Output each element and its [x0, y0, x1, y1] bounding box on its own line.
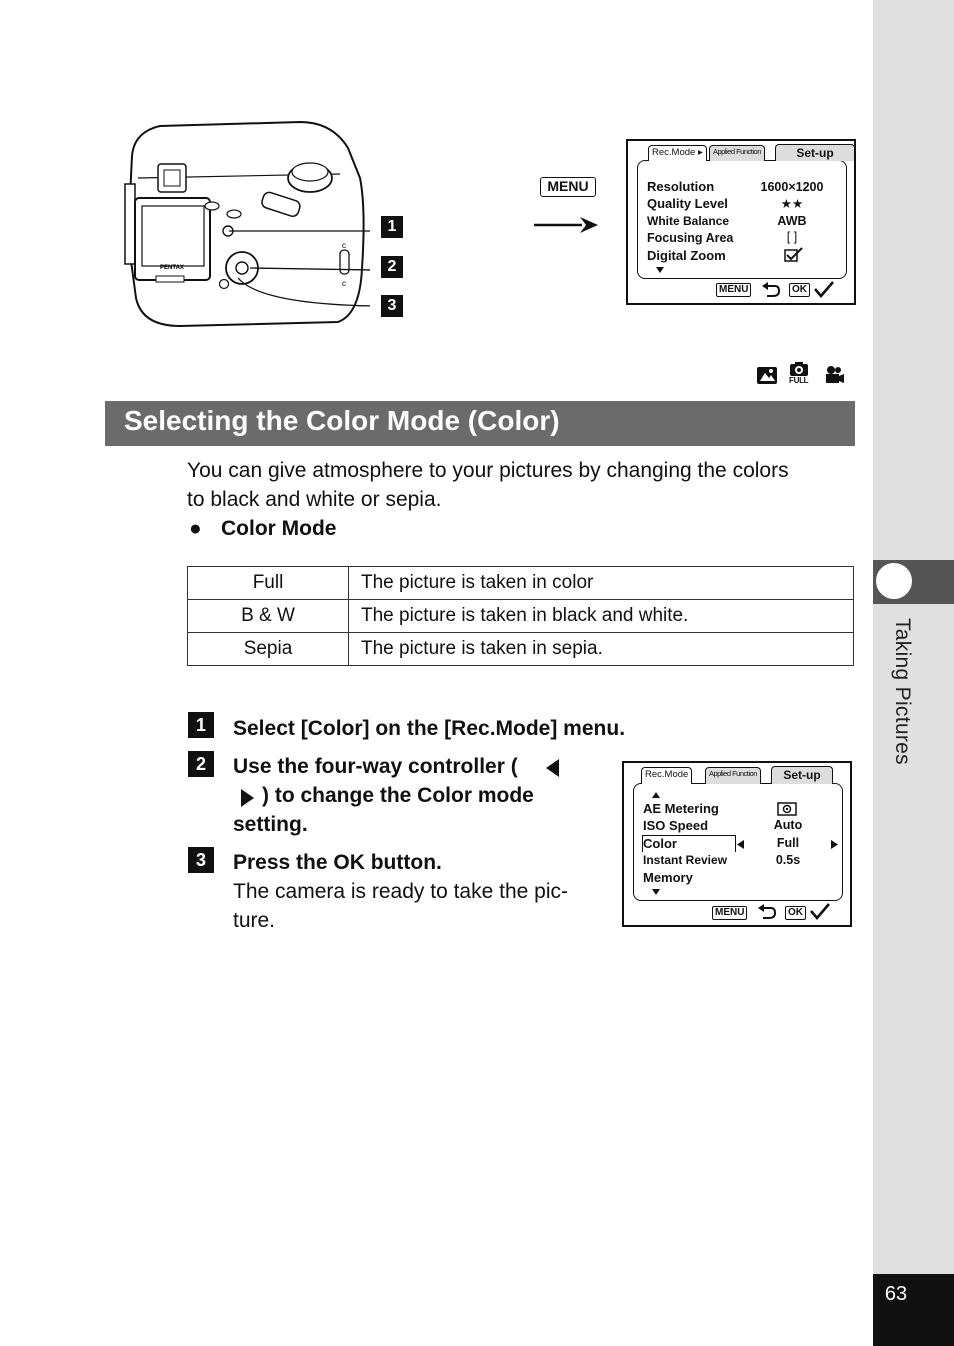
table-cell-mode: Sepia: [188, 633, 349, 666]
lcd-tab-rec-mode: Rec.Mode: [641, 767, 692, 784]
lcd-row-value: Auto: [773, 818, 803, 832]
table-cell-mode: B & W: [188, 600, 349, 633]
lcd-row-label: Quality Level: [647, 196, 728, 211]
menu-key: MENU: [540, 177, 596, 197]
page-title: Selecting the Color Mode (Color): [124, 405, 560, 436]
camera-brand: PENTAX: [160, 265, 184, 271]
step-number-2: 2: [188, 751, 214, 777]
return-icon: [757, 903, 777, 919]
step-2-text-line-2: ) to change the Color mode: [262, 784, 534, 807]
lcd-row-label: Resolution: [647, 179, 715, 194]
lcd-menu-key: MENU: [716, 283, 751, 297]
lcd-menu-key: MENU: [712, 906, 747, 920]
color-mode-heading: Color Mode: [221, 517, 337, 540]
color-mode-table: [187, 566, 854, 666]
lcd-row-value-selected: Full: [776, 836, 800, 850]
step-2-text-line-3: setting.: [233, 813, 308, 836]
step-number-3: 3: [188, 847, 214, 873]
table-row: [188, 567, 854, 600]
scene-mode-icon: [756, 364, 778, 386]
svg-text:c: c: [342, 241, 346, 250]
full-auto-label: FULL: [789, 376, 809, 385]
lcd-tab-setup: Set-up: [775, 144, 855, 161]
table-cell-description: The picture is taken in black and white.: [349, 600, 854, 633]
bullet-icon: ●: [189, 517, 202, 540]
table-cell-description: The picture is taken in color: [349, 567, 854, 600]
step-3-note-line-2: ture.: [233, 909, 276, 932]
return-icon: [761, 281, 781, 297]
lcd-row-value: 0.5s: [775, 853, 801, 867]
scroll-up-icon: [652, 792, 660, 798]
callout-1: 1: [381, 216, 403, 238]
step-2-text-line-1: Use the four-way controller (: [233, 755, 518, 778]
page-number: 63: [884, 1283, 908, 1305]
lcd-row-label: White Balance: [647, 214, 730, 228]
step-3-note-line-1: The camera is ready to take the pic-: [233, 880, 568, 903]
movie-icon: [823, 364, 845, 386]
callout-2: 2: [381, 256, 403, 278]
lcd-row-label: Digital Zoom: [647, 248, 726, 263]
lcd-tab-rec-mode: Rec.Mode ▸: [648, 145, 707, 161]
arrow-right-icon: [238, 788, 256, 808]
lcd-row-label-selected: Color: [643, 836, 677, 851]
intro-line-2: to black and white or sepia.: [187, 488, 442, 511]
lcd-tab-setup: Set-up: [771, 766, 833, 784]
camera-illustration: [120, 118, 370, 333]
selection-cursor: [642, 835, 736, 852]
lcd-ok-key: OK: [789, 283, 810, 297]
table-row: [188, 633, 854, 666]
lcd-tab-applied-function: Applied Function: [705, 767, 761, 784]
lcd-row-label: Instant Review: [643, 853, 728, 867]
lcd-row-label: ISO Speed: [643, 818, 709, 833]
scroll-down-icon: [656, 267, 664, 273]
arrow-left-icon: [737, 840, 745, 849]
step-1-text: Select [Color] on the [Rec.Mode] menu.: [233, 717, 626, 740]
arrow-left-icon: [544, 758, 562, 778]
lcd-ok-key: OK: [785, 906, 806, 920]
checkmark-icon: [813, 280, 835, 298]
lcd-row-label: AE Metering: [643, 801, 719, 816]
arrow-right-icon: [532, 215, 600, 235]
lcd-tab-applied-function: Applied Function: [709, 145, 765, 161]
arrow-right-icon: [830, 840, 838, 849]
table-cell-description: The picture is taken in sepia.: [349, 633, 854, 666]
lcd-row-value: [ ]: [786, 230, 798, 244]
lcd-row-label: Focusing Area: [647, 231, 734, 245]
intro-line-1: You can give atmosphere to your pictures by changing the colors: [187, 459, 789, 482]
lcd-row-value: ★★: [780, 197, 804, 211]
svg-text:c: c: [342, 279, 346, 288]
step-number-1: 1: [188, 712, 214, 738]
lcd-row-value: 1600×1200: [760, 180, 824, 194]
multi-segment-metering-icon: [777, 802, 797, 816]
checkbox-checked-icon: [784, 247, 804, 263]
callout-3: 3: [381, 295, 403, 317]
section-tab-circle: [874, 561, 914, 601]
checkmark-icon: [809, 902, 831, 920]
table-cell-mode: Full: [188, 567, 349, 600]
lcd-row-label: Memory: [643, 870, 693, 885]
step-3-text: Press the OK button.: [233, 851, 442, 874]
table-row: [188, 600, 854, 633]
section-label: Taking Pictures: [891, 618, 914, 765]
lcd-row-value: AWB: [777, 214, 807, 228]
scroll-down-icon: [652, 889, 660, 895]
